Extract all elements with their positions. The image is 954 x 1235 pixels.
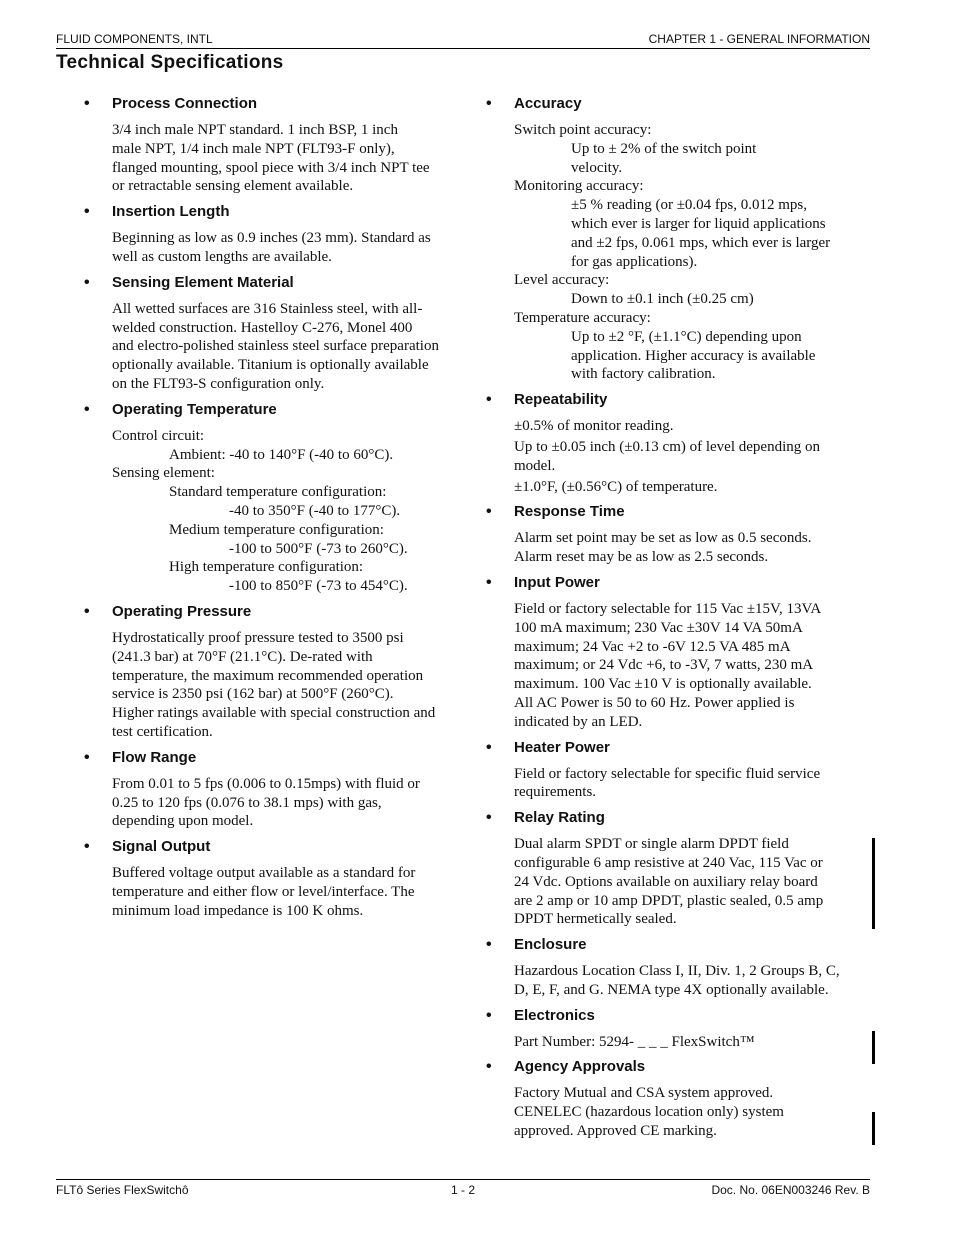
spec-signal-output bbox=[84, 837, 464, 920]
body-line: ±5 % reading (or ±0.04 fps, 0.012 mps, bbox=[571, 197, 808, 214]
body-line: CENELEC (hazardous location only) system bbox=[514, 1104, 784, 1121]
body-line: well as custom lengths are available. bbox=[112, 248, 332, 265]
body-line: velocity. bbox=[571, 159, 623, 176]
body-line: Switch point accuracy: bbox=[514, 122, 652, 138]
section-body bbox=[112, 229, 464, 267]
section-body bbox=[112, 427, 464, 596]
body-line: Temperature accuracy: bbox=[514, 309, 651, 326]
body-line: temperature and either flow or level/interface. The bbox=[112, 883, 415, 900]
body-line: From 0.01 to 5 fps (0.006 to 0.15mps) with fluid or bbox=[112, 775, 420, 792]
section-heading: Insertion Length bbox=[112, 203, 230, 221]
bullet: • bbox=[84, 400, 90, 418]
body-line: Factory Mutual and CSA system approved. bbox=[514, 1085, 774, 1102]
bullet: • bbox=[486, 738, 492, 756]
body-line: 100 mA maximum; 230 Vac ±30V 14 VA 50mA bbox=[514, 619, 803, 636]
bullet: • bbox=[486, 809, 492, 827]
body-line: Medium temperature configuration: bbox=[169, 521, 384, 538]
spec-sensing-element-material bbox=[84, 273, 464, 394]
body-line: 3/4 inch male NPT standard. 1 inch BSP, 1 inch bbox=[112, 122, 398, 138]
body-line: Down to ±0.1 inch (±0.25 cm) bbox=[571, 291, 754, 308]
spec-electronics bbox=[486, 1006, 866, 1052]
spec-relay-rating bbox=[486, 808, 866, 929]
change-bar bbox=[872, 1031, 875, 1064]
body-line: application. Higher accuracy is available bbox=[571, 347, 816, 364]
body-line: maximum; or 24 Vdc +6, to -3V, 7 watts, 230 mA bbox=[514, 657, 814, 674]
body-line: 0.25 to 120 fps (0.076 to 38.1 mps) with gas, bbox=[112, 794, 382, 811]
body-line: maximum. 100 Vac ±10 V is optionally available. bbox=[514, 676, 812, 693]
page-footer bbox=[56, 1179, 870, 1198]
body-line: requirements. bbox=[514, 784, 597, 801]
body-line: which ever is larger for liquid applications bbox=[571, 215, 826, 232]
section-body bbox=[514, 1033, 866, 1052]
section-body bbox=[112, 300, 464, 394]
body-line: indicated by an LED. bbox=[514, 713, 643, 730]
section-heading: Accuracy bbox=[514, 95, 582, 112]
section-body bbox=[514, 600, 866, 732]
section-heading: Input Power bbox=[514, 573, 600, 591]
body-line: or retractable sensing element available. bbox=[112, 178, 354, 195]
body-line: Dual alarm SPDT or single alarm DPDT field bbox=[514, 836, 789, 853]
body-line: Level accuracy: bbox=[514, 272, 610, 289]
section-heading: Agency Approvals bbox=[514, 1058, 646, 1076]
change-bar bbox=[872, 1112, 875, 1145]
section-body bbox=[112, 629, 464, 742]
body-line: Up to ±2 °F, (±1.1°C) depending upon bbox=[571, 328, 802, 345]
body-line: All wetted surfaces are 316 Stainless steel, with all- bbox=[112, 300, 423, 317]
footer-product: FLTô Series FlexSwitchô bbox=[56, 1183, 189, 1197]
bullet: • bbox=[486, 391, 492, 409]
body-line: on the FLT93-S configuration only. bbox=[112, 375, 325, 392]
body-line: Field or factory selectable for 115 Vac ±15V, 13VA bbox=[514, 600, 822, 617]
section-heading: Repeatability bbox=[514, 391, 608, 409]
spec-agency-approvals bbox=[486, 1057, 866, 1140]
body-line: 24 Vdc. Options available on auxiliary relay board bbox=[514, 873, 818, 890]
body-line: flanged mounting, spool piece with 3/4 inch NPT tee bbox=[112, 159, 430, 176]
body-line: Field or factory selectable for specific fluid service bbox=[514, 765, 821, 782]
spec-enclosure bbox=[486, 935, 866, 1000]
spec-process-connection bbox=[84, 94, 464, 196]
bullet: • bbox=[486, 95, 492, 112]
body-line: for gas applications). bbox=[571, 253, 698, 270]
page-header bbox=[56, 32, 870, 49]
bullet: • bbox=[84, 273, 90, 291]
body-line: D, E, F, and G. NEMA type 4X optionally available. bbox=[514, 981, 829, 998]
section-heading: Response Time bbox=[514, 503, 625, 521]
change-bar bbox=[872, 838, 875, 929]
body-line: -40 to 350°F (-40 to 177°C). bbox=[229, 502, 401, 519]
spec-input-power bbox=[486, 573, 866, 732]
section-body bbox=[514, 962, 866, 1000]
bullet: • bbox=[84, 602, 90, 620]
bullet: • bbox=[486, 503, 492, 521]
bullet: • bbox=[84, 203, 90, 221]
body-line: and electro-polished stainless steel surface preparation bbox=[112, 338, 439, 355]
body-line: with factory calibration. bbox=[571, 366, 716, 383]
section-body bbox=[514, 835, 866, 929]
bullet: • bbox=[486, 1058, 492, 1076]
footer-page-number: 1 - 2 bbox=[450, 1183, 475, 1197]
section-heading: Sensing Element Material bbox=[112, 273, 294, 291]
page-title: Technical Specifications bbox=[56, 52, 284, 73]
body-line: Part Number: 5294- _ _ _ FlexSwitch™ bbox=[514, 1033, 755, 1050]
spec-repeatability bbox=[486, 390, 866, 496]
body-line: configurable 6 amp resistive at 240 Vac, 115 Vac or bbox=[514, 854, 823, 871]
section-heading: Operating Pressure bbox=[112, 602, 252, 620]
section-heading: Relay Rating bbox=[514, 809, 605, 827]
spec-response-time bbox=[486, 502, 866, 567]
body-line: model. bbox=[514, 457, 556, 474]
body-line: and ±2 fps, 0.061 mps, which ever is larger bbox=[571, 234, 831, 251]
body-line: Hazardous Location Class I, II, Div. 1, 2 Groups B, C, bbox=[514, 963, 840, 980]
body-line: Higher ratings available with special construction and bbox=[112, 705, 436, 722]
body-line: Ambient: -40 to 140°F (-40 to 60°C). bbox=[169, 446, 394, 463]
bullet: • bbox=[84, 838, 90, 856]
body-line: Control circuit: bbox=[112, 427, 205, 444]
section-heading: Process Connection bbox=[112, 95, 258, 112]
header-company: FLUID COMPONENTS, INTL bbox=[56, 32, 213, 46]
section-body bbox=[112, 775, 464, 831]
footer-doc-number: Doc. No. 06EN003246 Rev. B bbox=[711, 1183, 870, 1197]
body-line: are 2 amp or 10 amp DPDT, plastic sealed, 0.5 amp bbox=[514, 892, 824, 909]
section-heading: Signal Output bbox=[112, 838, 211, 856]
spec-insertion-length bbox=[84, 202, 464, 267]
body-line: minimum load impedance is 100 K ohms. bbox=[112, 902, 364, 919]
section-heading: Operating Temperature bbox=[112, 400, 277, 418]
section-body bbox=[514, 529, 866, 567]
body-line: -100 to 500°F (-73 to 260°C). bbox=[229, 540, 408, 557]
body-line: service is 2350 psi (162 bar) at 500°F (260°C). bbox=[112, 686, 394, 703]
body-line: temperature, the maximum recommended operation bbox=[112, 667, 424, 684]
body-line: welded construction. Hastelloy C-276, Monel 400 bbox=[112, 319, 413, 336]
right-column bbox=[486, 94, 866, 1147]
header-chapter: CHAPTER 1 - GENERAL INFORMATION bbox=[648, 32, 870, 46]
body-line: All AC Power is 50 to 60 Hz. Power applied is bbox=[514, 694, 795, 711]
body-line: -100 to 850°F (-73 to 454°C). bbox=[229, 578, 408, 595]
body-line: Hydrostatically proof pressure tested to 3500 psi bbox=[112, 629, 404, 646]
section-heading: Flow Range bbox=[112, 748, 197, 766]
section-body bbox=[514, 417, 866, 496]
section-heading: Heater Power bbox=[514, 738, 610, 756]
body-line: Alarm reset may be as low as 2.5 seconds. bbox=[514, 549, 769, 566]
bullet: • bbox=[486, 573, 492, 591]
body-line: optionally available. Titanium is optionally available bbox=[112, 357, 429, 374]
spec-operating-temperature bbox=[84, 400, 464, 596]
spec-flow-range bbox=[84, 748, 464, 831]
section-body bbox=[112, 864, 464, 920]
body-line: approved. Approved CE marking. bbox=[514, 1123, 717, 1140]
body-line: DPDT hermetically sealed. bbox=[514, 911, 677, 928]
body-line: High temperature configuration: bbox=[169, 559, 364, 576]
body-line: ±0.5% of monitor reading. bbox=[514, 418, 674, 435]
body-line: Alarm set point may be set as low as 0.5 seconds. bbox=[514, 530, 812, 547]
section-body bbox=[112, 121, 464, 196]
body-line: (241.3 bar) at 70°F (21.1°C). De-rated with bbox=[112, 648, 373, 665]
body-line: depending upon model. bbox=[112, 813, 254, 830]
body-line: Sensing element: bbox=[112, 465, 215, 482]
body-line: test certification. bbox=[112, 723, 213, 740]
body-line: Up to ± 2% of the switch point bbox=[571, 140, 757, 157]
spec-heater-power bbox=[486, 738, 866, 803]
left-column bbox=[84, 94, 464, 927]
bullet: • bbox=[486, 936, 492, 954]
spec-accuracy bbox=[486, 94, 866, 384]
section-body bbox=[514, 121, 866, 384]
bullet: • bbox=[84, 748, 90, 766]
section-heading: Electronics bbox=[514, 1006, 595, 1024]
body-line: Monitoring accuracy: bbox=[514, 178, 644, 195]
body-line: Up to ±0.05 inch (±0.13 cm) of level depending on bbox=[514, 438, 820, 455]
body-line: ±1.0°F, (±0.56°C) of temperature. bbox=[514, 478, 718, 495]
body-line: Buffered voltage output available as a standard for bbox=[112, 865, 416, 882]
body-line: Beginning as low as 0.9 inches (23 mm). Standard as bbox=[112, 230, 431, 247]
body-line: Standard temperature configuration: bbox=[169, 484, 387, 501]
section-body bbox=[514, 1084, 866, 1140]
section-heading: Enclosure bbox=[514, 936, 587, 954]
bullet: • bbox=[84, 95, 90, 112]
bullet: • bbox=[486, 1006, 492, 1024]
body-line: maximum; 24 Vac +2 to -6V 12.5 VA 485 mA bbox=[514, 638, 791, 655]
section-body bbox=[514, 765, 866, 803]
body-line: male NPT, 1/4 inch male NPT (FLT93-F only), bbox=[112, 140, 395, 157]
spec-operating-pressure bbox=[84, 602, 464, 742]
